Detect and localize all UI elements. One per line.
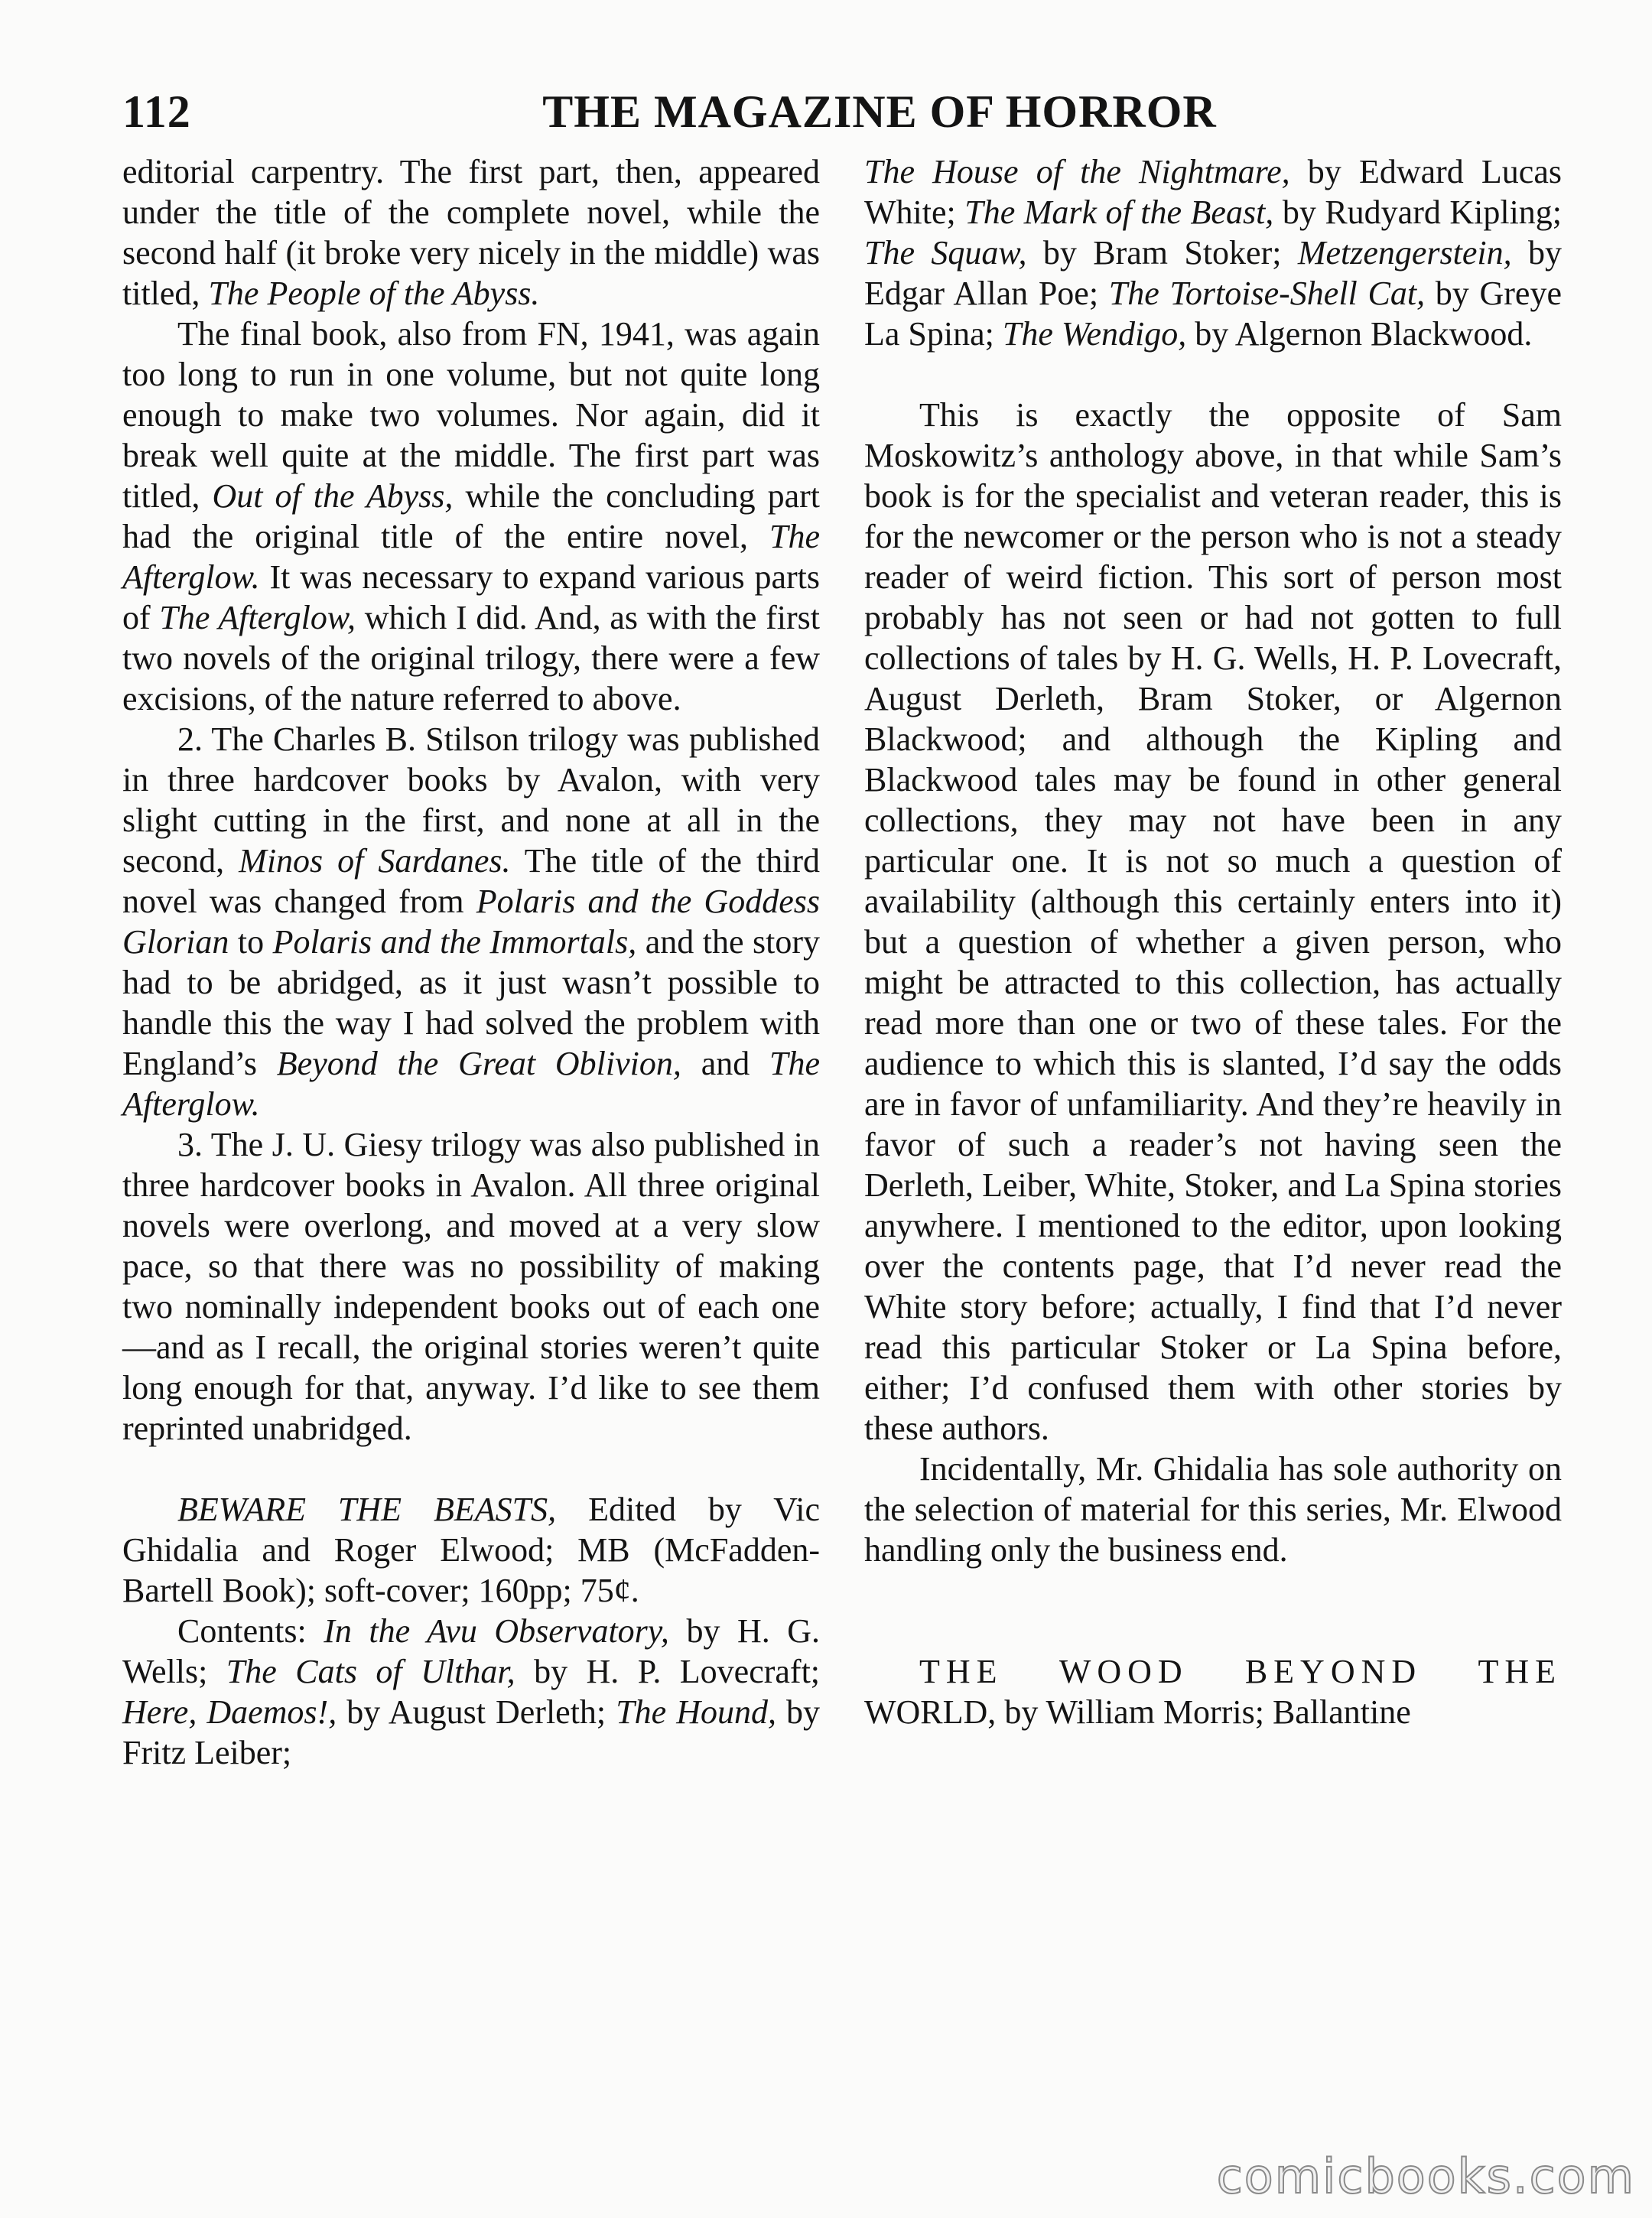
contents-list-continued: The House of the Nightmare, by Edward Lucas White; The Mark of the Beast, by Rudyard Kipling; The Squaw, by Bram Stoker; Metzengerstein, by Edgar Allan Poe; The Tortoise-Shell Cat, by Greye La Spina; The Wendigo, by Algernon Blackwood. xyxy=(864,153,1563,353)
book-title: Polaris and the Immortals, xyxy=(272,923,637,961)
review2-heading: THE WOOD BEYOND THE WORLD, by William Morris; Ballantine xyxy=(864,1653,1562,1731)
review-title: BEWARE THE BEASTS, xyxy=(177,1491,557,1528)
book-title: Beyond the Great Oblivion, xyxy=(276,1045,681,1082)
paragraph-review-body: This is exactly the opposite of Sam Moskowitz’s anthology above, in that while Sam’s book is for the specialist and veteran reader, this is for the newcomer or the person who is not a steady reader of weird fiction. This sort of person most probably has not seen or had not gotten to full collections of tales by H. G. Wells, H. P. Lovecraft, August Derleth, Bram Stoker, or Algernon Blackwood; and although the Kipling and Blackwood tales may be found in other general collections, they may not have been in any particular one. It is not so much a question of availability (although this certainly enters into it) but a question of whether a given person, who might be attracted to this collection, has actually read more than one or two of these tales. For the audience to which this is slanted, I’d say the odds are in favor of unfamiliarity. And they’re heavily in favor of such a reader’s not having seen the Derleth, Leiber, White, Stoker, and La Spina stories anywhere. I mentioned to the editor, upon looking over the contents page, that I’d never read the White story before; actually, I find that I’d never read this particular Stoker or La Spina before, either; I’d confused them with other stories by these authors. xyxy=(864,396,1562,1447)
paragraph-incidentally: Incidentally, Mr. Ghidalia has sole authority on the selection of material for this series, Mr. Elwood handling only the business end. xyxy=(864,1450,1562,1569)
book-title: The Afterglow. xyxy=(122,518,820,596)
paragraph-final-book: The final book, also from FN, 1941, was again too long to run in one volume, but not quite long enough to make two volumes. Nor again, did it break well quite at the middle. The first part was titled, Out of the Abyss, while the concluding part had the original title of the entire novel, The Afterglow. It was necessary to expand various parts of The Afterglow, which I did. And, as with the first two novels of the original trilogy, there were a few excisions, of the nature referred to above. xyxy=(122,315,821,717)
book-title: The People of the Abyss. xyxy=(208,275,540,312)
paragraph-continuation: editorial carpentry. The first part, then, appeared under the title of the complete novel, while the second half (it broke very nicely in the middle) was titled, The People of the Abyss. xyxy=(122,153,820,312)
book-title: The Afterglow. xyxy=(122,1045,821,1123)
page-number: 112 xyxy=(122,86,191,137)
paragraph-giesy-trilogy: 3. The J. U. Giesy trilogy was also published in three hardcover books in Avalon. All three original novels were overlong, and moved at a very slow pace, so that there was no possibility of making two nominally independent books out of each one—and as I recall, the original stories weren’t quite long enough for that, anyway. I’d like to see them reprinted unabridged. xyxy=(122,1126,820,1447)
book-title: Polaris and the Goddess Glorian xyxy=(122,883,820,961)
review2-title: THE WOOD BEYOND THE xyxy=(919,1653,1562,1690)
paragraph-stilson-trilogy: 2. The Charles B. Stilson trilogy was published in three hardcover books by Avalon, with very slight cutting in the first, and none at all in the second, Minos of Sardanes. The title of the third novel was changed from Polaris and the Goddess Glorian to Polaris and the Immortals, and the story had to be abridged, as it just wasn’t possible to handle this the way I had solved the problem with England’s Beyond the Great Oblivion, and The Afterglow. xyxy=(122,720,821,1123)
book-title: Minos of Sardanes. xyxy=(239,842,511,880)
left-column xyxy=(122,151,820,1773)
review-heading: BEWARE THE BEASTS, Edited by Vic Ghidalia and Roger Elwood; MB (McFadden-Bartell Book); soft-cover; 160pp; 75¢. xyxy=(122,1491,820,1609)
book-title: Out of the Abyss, xyxy=(212,477,454,515)
book-title: The Afterglow, xyxy=(159,599,356,636)
contents-list: Contents: In the Avu Observatory, by H. G. Wells; The Cats of Ulthar, by H. P. Lovecraft; Here, Daemos!, by August Derleth; The Hound, by Fritz Leiber; xyxy=(122,1612,821,1771)
running-head: THE MAGAZINE OF HORROR xyxy=(542,86,1217,137)
watermark-logo: comicbooks.com xyxy=(1216,2148,1635,2204)
right-column xyxy=(864,151,1562,1732)
